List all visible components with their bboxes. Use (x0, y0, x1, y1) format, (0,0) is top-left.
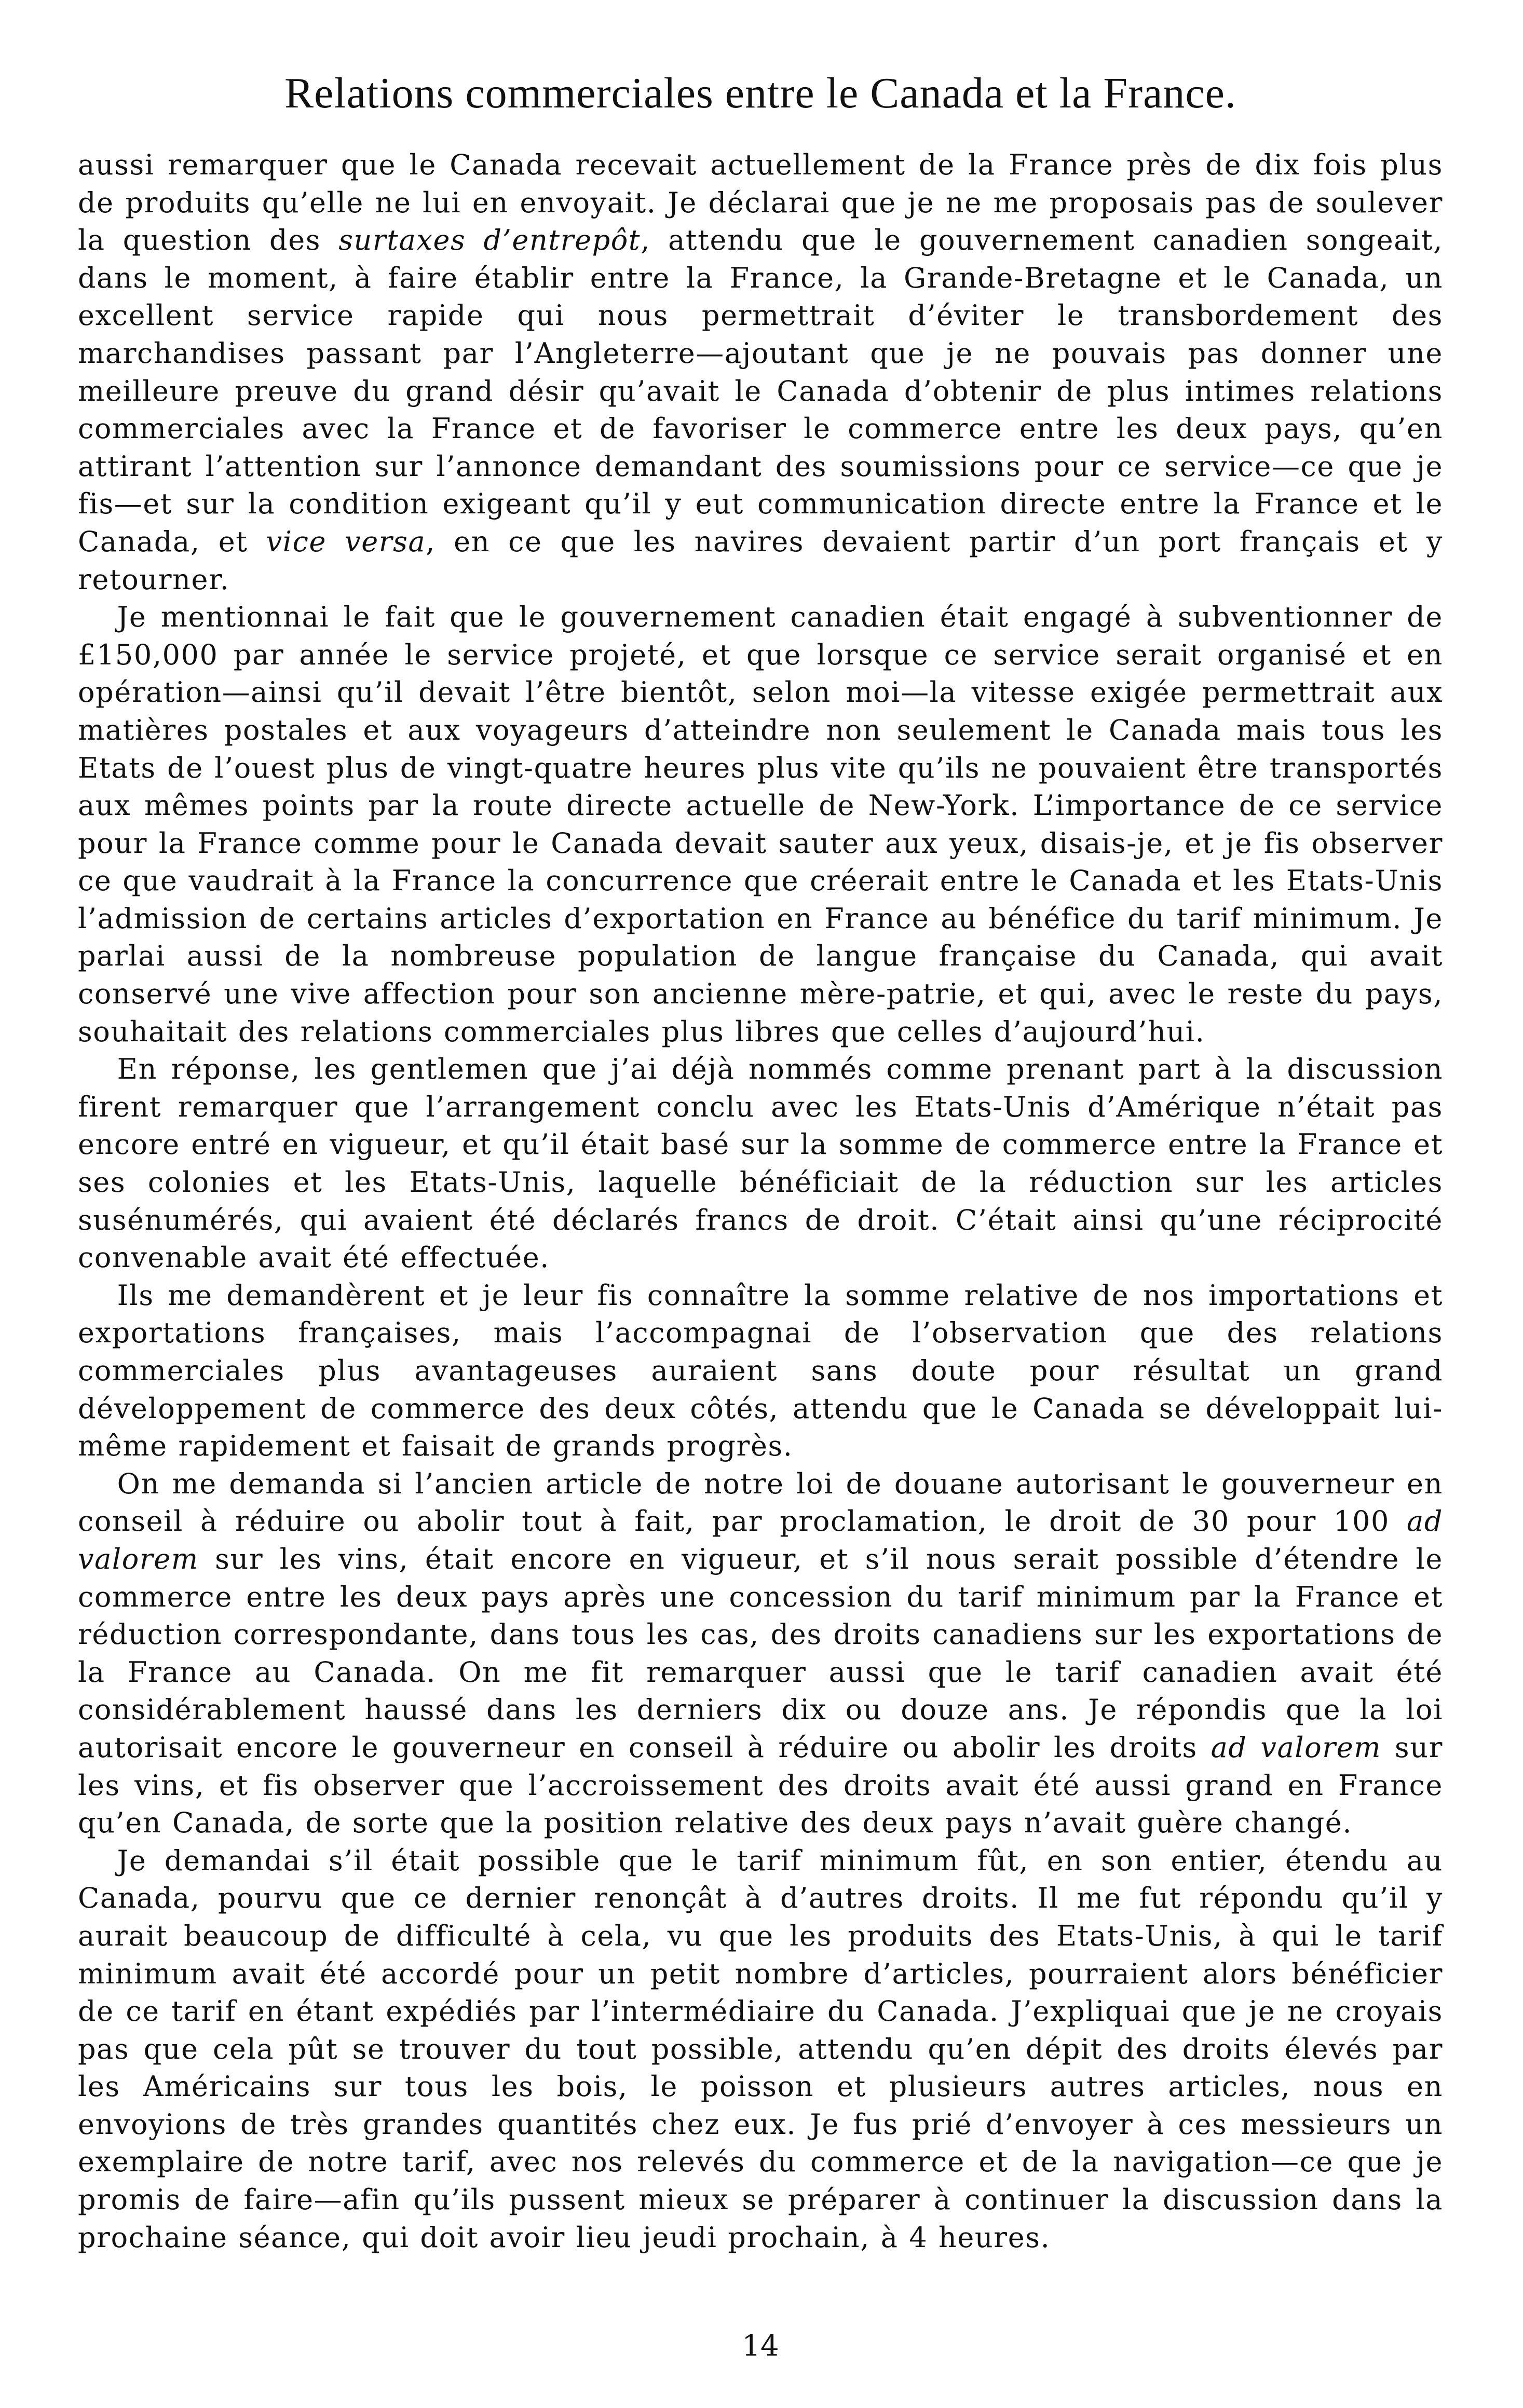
text-run: Je mentionnai le fait que le gouvernement canadien était engagé à subventionner de £150,000 par année le service projeté, et que lorsque ce service serait organisé et en opération—ainsi qu’il devait l’être bientôt, selon moi—la vitesse exigée permettrait aux matières postales et aux voyageurs d’atteindre non seulement le Canada mais tous les Etats de l’ouest plus de vingt-quatre heures plus vite qu’ils ne pouvaient être transportés aux mêmes points par la route directe actuelle de New-York. L’importance de ce service pour la France comme pour le Canada devait sauter aux yeux, disais-je, et je fis observer ce que vaudrait à la France la concurrence que créerait entre le Canada et les Etats-Unis l’admission de certains articles d’exportation en France au bénéfice du tarif minimum. Je parlai aussi de la nombreuse population de langue française du Canada, qui avait conservé une vive affection pour son ancienne mère-patrie, et qui, avec le reste du pays, souhaitait des relations commerciales plus libres que celles d’aujourd’hui. (78, 601, 1443, 1048)
text-run: En réponse, les gentlemen que j’ai déjà nommés comme prenant part à la discussion firent remarquer que l’arrangement conclu avec les Etats-Unis d’Amérique n’était pas encore entré en vigueur, et qu’il était basé sur la somme de commerce entre la France et ses colonies et les Etats-Unis, laquelle bénéficiait de la réduction sur les articles susénumérés, qui avaient été déclarés francs de droit. C’était ainsi qu’une réciprocité convenable avait été effectuée. (78, 1053, 1443, 1274)
text-run: aussi remarquer que le Canada recevait actuellement de la France près de dix fois plus de produits qu’elle ne lui en envoyait. Je déclarai que je ne me proposais pas de soulever la question des (78, 148, 1443, 257)
paragraph (78, 1051, 1443, 1277)
text-run: sur les vins, était encore en vigueur, et s’il nous serait possible d’étendre le commerce entre les deux pays après une concession du tarif minimum par la France et réduction correspondante, dans tous les cas, des droits canadiens sur les exportations de la France au Canada. On me fit remarquer aussi que le tarif canadien avait été considérablement haussé dans les derniers dix ou douze ans. Je répondis que la loi autorisait encore le gouverneur en conseil à réduire ou abolir les droits (78, 1542, 1443, 1764)
page-number: 14 (742, 2329, 779, 2363)
text-run: , attendu que le gouvernement canadien songeait, dans le moment, à faire établir entre la France, la Grande-Bretagne et le Canada, un excellent service rapide qui nous permettrait d’éviter le transbordement des marchandises passant par l’Angleterre—ajoutant que je ne pouvais pas donner une meilleure preuve du grand désir qu’avait le Canada d’obtenir de plus intimes relations commerciales avec la France et de favoriser le commerce entre les deux pays, qu’en attirant l’attention sur l’annonce demandant des soumissions pour ce service—ce que je fis—et sur la condition exigeant qu’il y eut communication directe entre la France et le Canada, et (78, 224, 1443, 558)
running-head-title: Relations commerciales entre le Canada et la France. (284, 69, 1236, 117)
document-page (78, 67, 1443, 2372)
paragraph (78, 1465, 1443, 1842)
text-run: Je demandai s’il était possible que le tarif minimum fût, en son entier, étendu au Canada, pourvu que ce dernier renonçât à d’autres droits. Il me fut répondu qu’il y aurait beaucoup de difficulté à cela, vu que les produits des Etats-Unis, à qui le tarif minimum avait été accordé pour un petit nombre d’articles, pourraient alors bénéficier de ce tarif en étant expédiés par l’intermédiaire du Canada. J’expliquai que je ne croyais pas que cela pût se trouver du tout possible, attendu qu’en dépit des droits élevés par les Américains sur tous les bois, le poisson et plusieurs autres articles, nous en envoyions de très grandes quantités chez eux. Je fus prié d’envoyer à ces messieurs un exemplaire de notre tarif, avec nos relevés du commerce et de la navigation—ce que je promis de faire—afin qu’ils pussent mieux se préparer à continuer la discussion dans la prochaine séance, qui doit avoir lieu jeudi prochain, à 4 heures. (78, 1844, 1443, 2254)
paragraph (78, 1842, 1443, 2257)
body-text (78, 146, 1443, 2256)
paragraph (78, 146, 1443, 598)
italic-text-run: ad valorem (1211, 1731, 1382, 1764)
italic-text-run: surtaxes d’entrepôt (338, 224, 641, 257)
italic-text-run: ad valorem (78, 1505, 1443, 1575)
paragraph (78, 1277, 1443, 1465)
text-run: , en ce que les navires devaient partir d’un port français et y retourner. (78, 525, 1444, 596)
text-run: sur les vins, et fis observer que l’accroissement des droits avait été aussi grand en France qu’en Canada, de sorte que la position relative des deux pays n’avait guère changé. (78, 1731, 1444, 1840)
text-run: On me demanda si l’ancien article de notre loi de douane autorisant le gouverneur en conseil à réduire ou abolir tout à fait, par proclamation, le droit de 30 pour 100 (78, 1467, 1443, 1538)
italic-text-run: vice versa (266, 525, 426, 558)
paragraph (78, 598, 1443, 1051)
text-run: Ils me demandèrent et je leur fis connaître la somme relative de nos importations et exportations françaises, mais l’accompagnai de l’observation que des relations commerciales plus avantageuses auraient sans doute pour résultat un grand développement de commerce des deux côtés, attendu que le Canada se développait lui-même rapidement et faisait de grands progrès. (78, 1278, 1443, 1463)
